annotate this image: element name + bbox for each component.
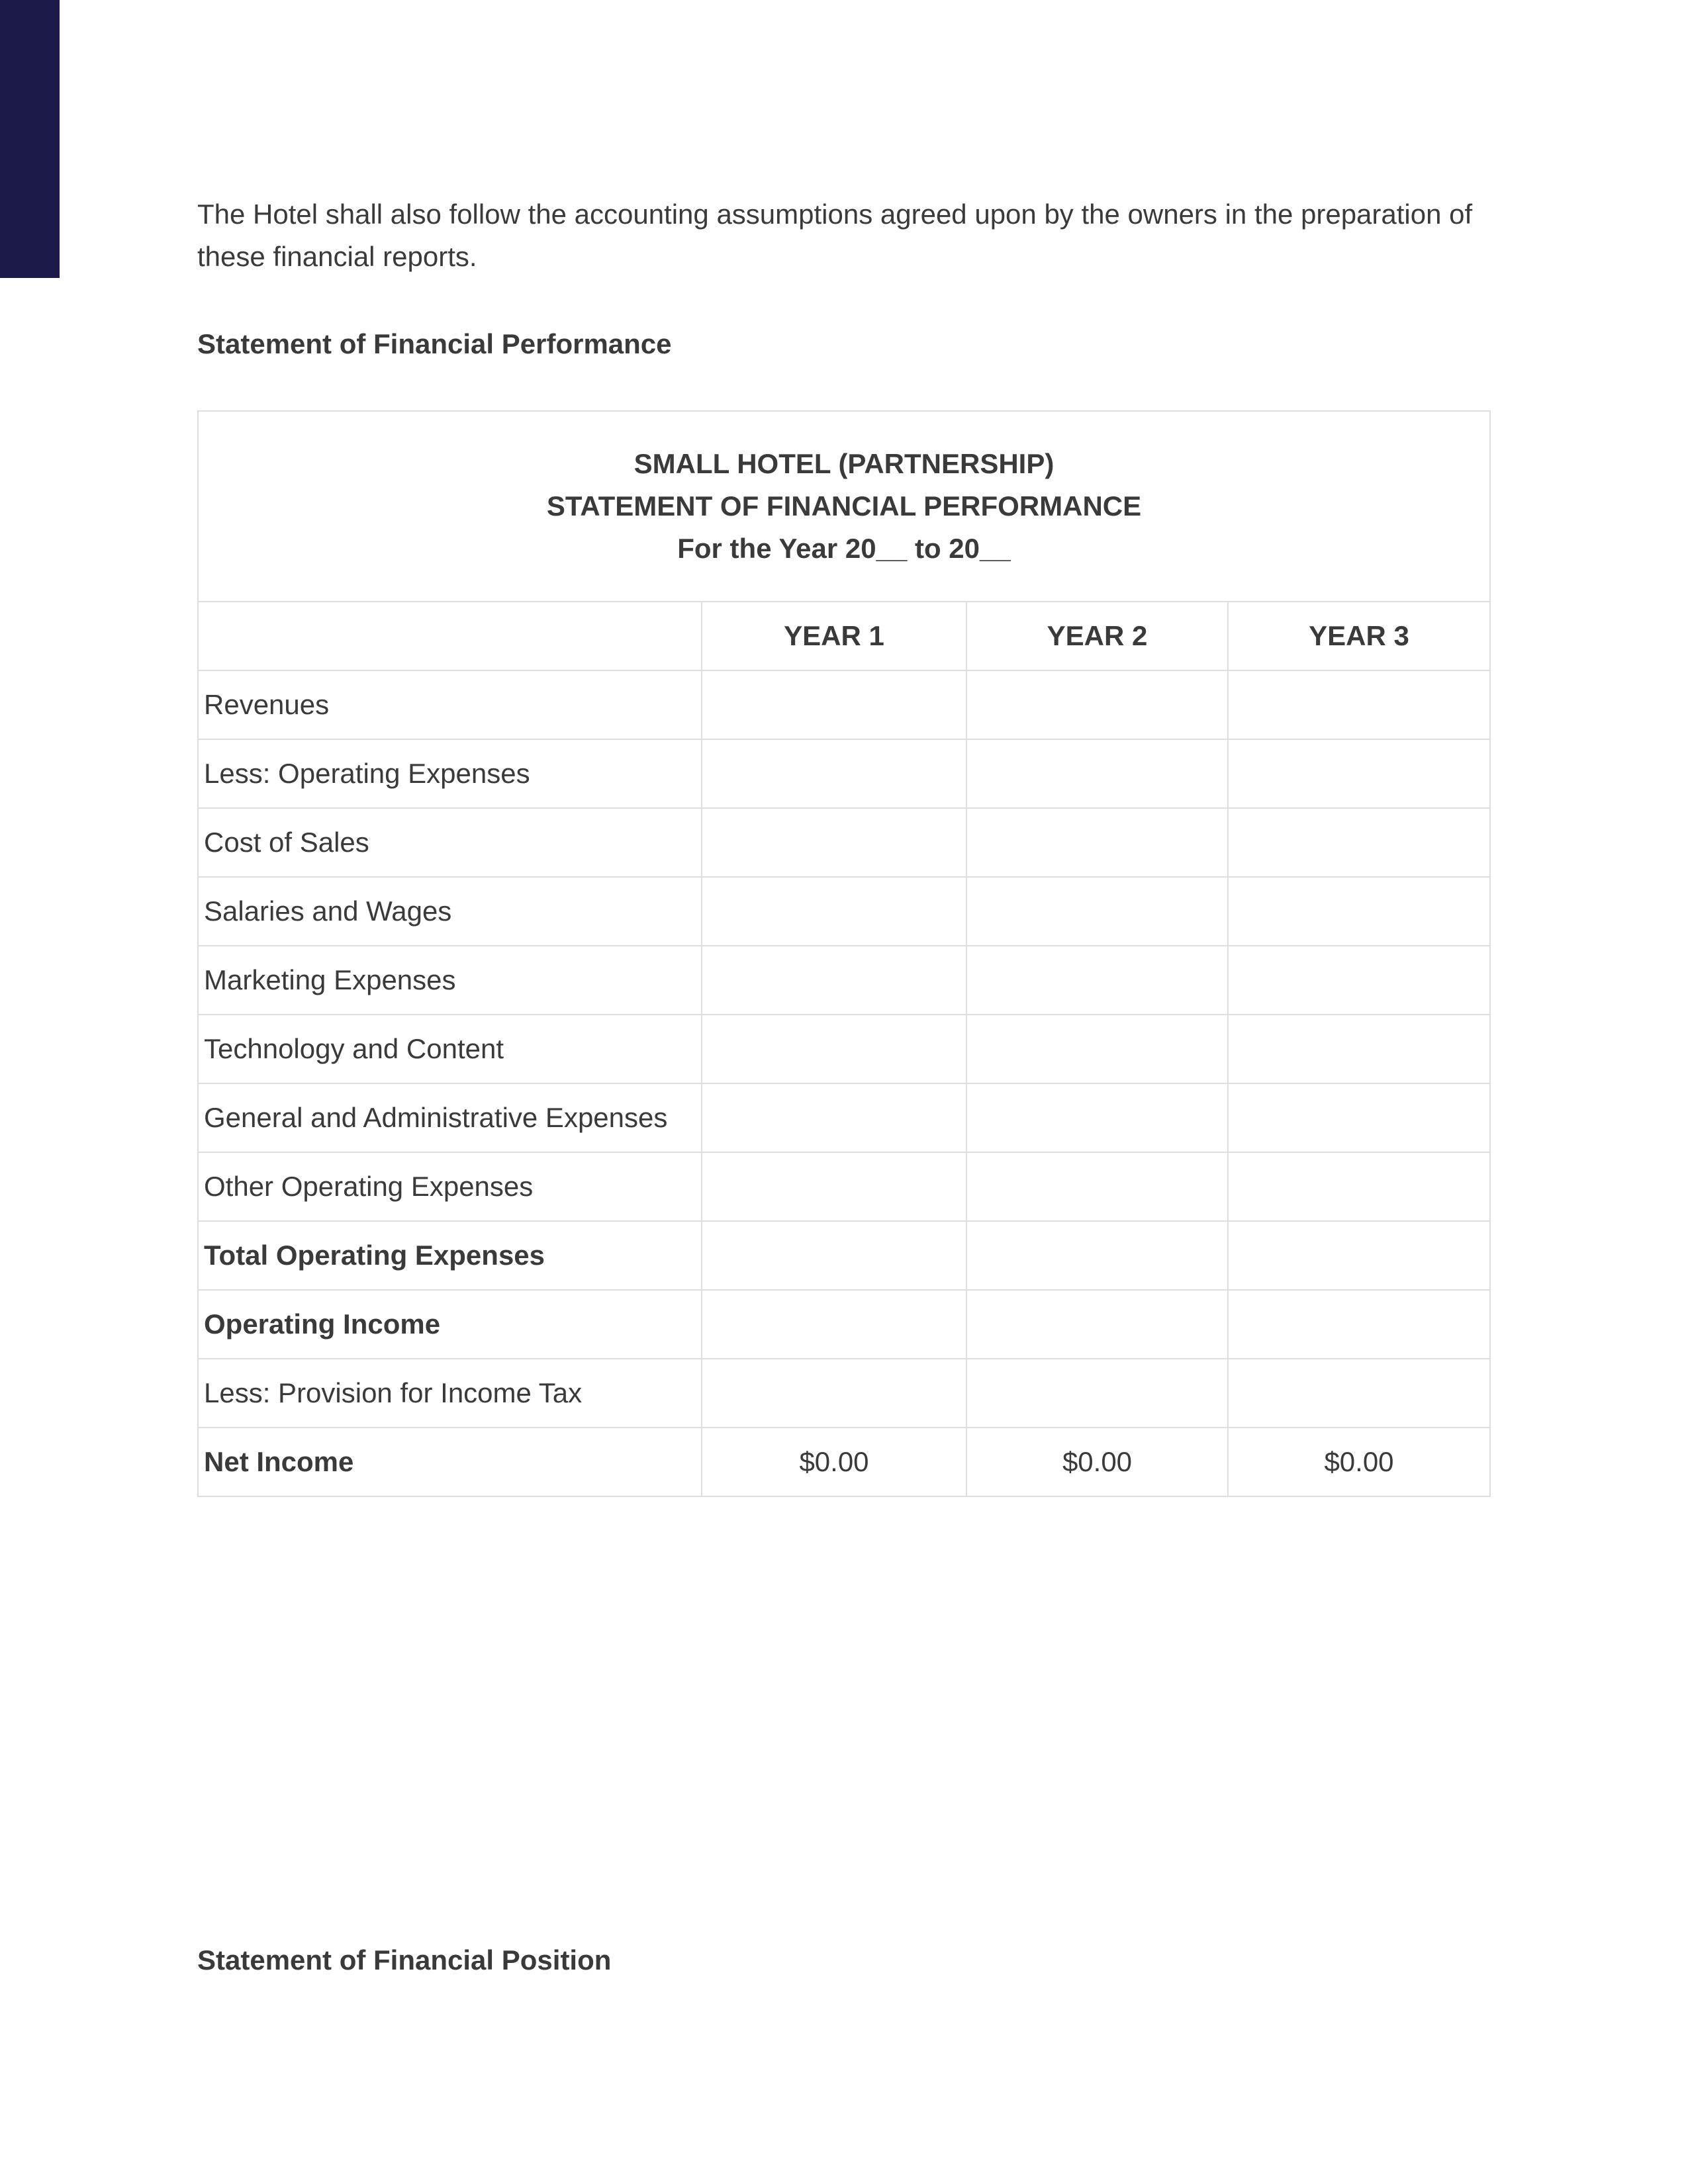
row-label: Less: Operating Expenses (198, 739, 702, 808)
cell-year-1 (702, 1221, 966, 1290)
row-label: Technology and Content (198, 1015, 702, 1083)
table-row (198, 1152, 1490, 1221)
cell-year-1 (702, 1015, 966, 1083)
table-title-company: SMALL HOTEL (PARTNERSHIP) (633, 448, 1055, 479)
cell-year-2 (966, 670, 1228, 739)
cell-year-3 (1228, 1359, 1490, 1428)
row-label: Less: Provision for Income Tax (198, 1359, 702, 1428)
cell-year-2 (966, 1015, 1228, 1083)
table-row (198, 946, 1490, 1015)
cell-year-3 (1228, 1221, 1490, 1290)
table-row (198, 1083, 1490, 1152)
table-row (198, 1015, 1490, 1083)
row-label: General and Administrative Expenses (198, 1083, 702, 1152)
table-title-statement: STATEMENT OF FINANCIAL PERFORMANCE (546, 490, 1142, 522)
table-row (198, 739, 1490, 808)
table-row (198, 1290, 1490, 1359)
table-title-period: For the Year 20__ to 20__ (677, 533, 1011, 564)
header-blank (198, 602, 702, 670)
row-label: Net Income (198, 1428, 702, 1496)
side-accent-bar (0, 0, 60, 278)
table-title (198, 411, 1490, 602)
cell-year-2 (966, 877, 1228, 946)
cell-year-2 (966, 946, 1228, 1015)
cell-year-1 (702, 946, 966, 1015)
cell-year-2 (966, 1083, 1228, 1152)
table-row (198, 670, 1490, 739)
row-label: Operating Income (198, 1290, 702, 1359)
cell-year-3 (1228, 877, 1490, 946)
row-label: Salaries and Wages (198, 877, 702, 946)
cell-year-3 (1228, 1015, 1490, 1083)
table-row (198, 808, 1490, 877)
row-label: Revenues (198, 670, 702, 739)
table-row (198, 877, 1490, 946)
row-label: Other Operating Expenses (198, 1152, 702, 1221)
cell-year-3 (1228, 808, 1490, 877)
table-header-row (198, 602, 1490, 670)
cell-year-1 (702, 1152, 966, 1221)
cell-year-2 (966, 1152, 1228, 1221)
header-year-2: YEAR 2 (966, 602, 1228, 670)
cell-year-1 (702, 877, 966, 946)
cell-year-1 (702, 1290, 966, 1359)
cell-year-1 (702, 739, 966, 808)
cell-year-2 (966, 739, 1228, 808)
cell-year-3 (1228, 946, 1490, 1015)
cell-year-3 (1228, 1290, 1490, 1359)
row-label: Marketing Expenses (198, 946, 702, 1015)
header-year-3: YEAR 3 (1228, 602, 1490, 670)
section-heading-position: Statement of Financial Position (197, 1944, 612, 1976)
row-label: Cost of Sales (198, 808, 702, 877)
cell-year-3 (1228, 739, 1490, 808)
cell-year-2 (966, 1359, 1228, 1428)
cell-year-1: $0.00 (702, 1428, 966, 1496)
cell-year-3 (1228, 1083, 1490, 1152)
cell-year-1 (702, 808, 966, 877)
row-label: Total Operating Expenses (198, 1221, 702, 1290)
table-row (198, 1359, 1490, 1428)
cell-year-1 (702, 1083, 966, 1152)
cell-year-3 (1228, 670, 1490, 739)
financial-performance-table (197, 410, 1491, 1497)
section-heading-performance: Statement of Financial Performance (197, 328, 672, 359)
header-year-1: YEAR 1 (702, 602, 966, 670)
cell-year-2 (966, 1290, 1228, 1359)
cell-year-2 (966, 1221, 1228, 1290)
cell-year-1 (702, 670, 966, 739)
intro-paragraph: The Hotel shall also follow the accounting assumptions agreed upon by the owners in the preparation of these financial reports. (197, 199, 1473, 272)
table-title-row (198, 411, 1490, 602)
cell-year-2 (966, 808, 1228, 877)
cell-year-2: $0.00 (966, 1428, 1228, 1496)
cell-year-1 (702, 1359, 966, 1428)
cell-year-3: $0.00 (1228, 1428, 1490, 1496)
table-row-net-income (198, 1428, 1490, 1496)
table-row (198, 1221, 1490, 1290)
cell-year-3 (1228, 1152, 1490, 1221)
